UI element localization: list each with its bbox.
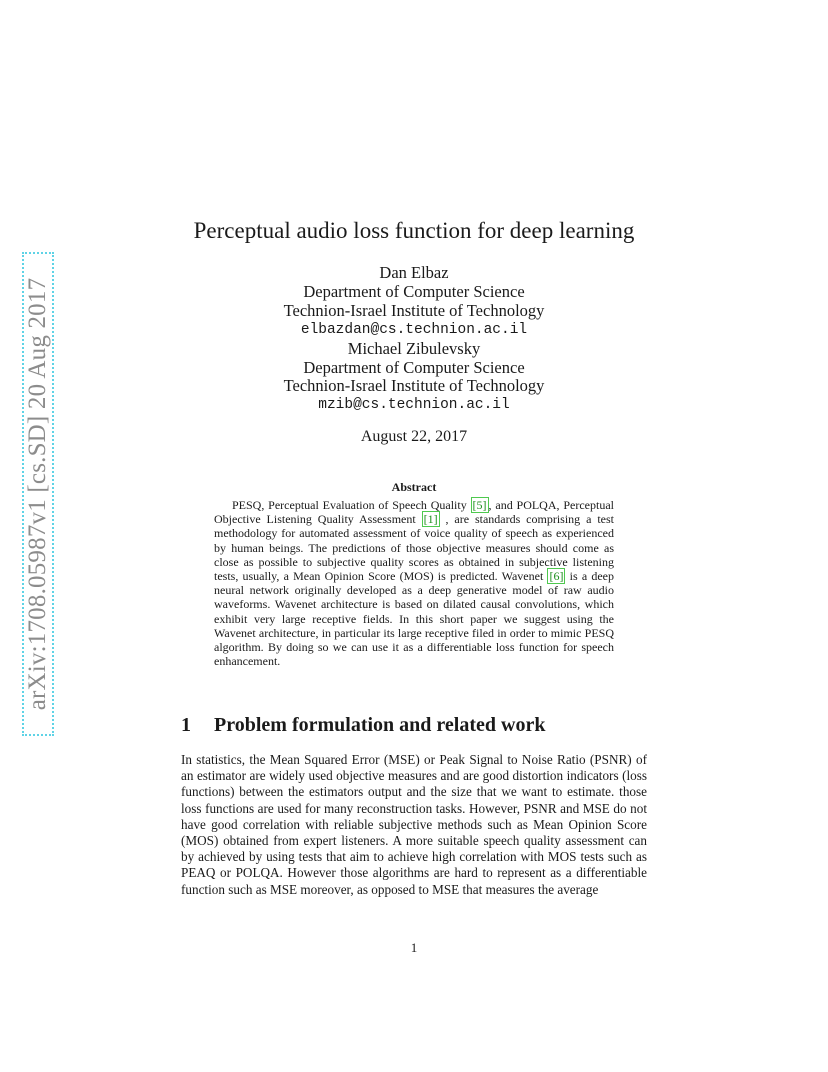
abstract-segment: , are standards comprising a test methodology for automated assessment of voice quality of speech as experienced by human beings. The predictions of those objective measures should come as close as possible to subjective quality scores as obtained in subjective listening tests, usually, a Mean Opinion Score (MOS) is predicted. Wavenet bbox=[214, 512, 614, 584]
author-institution: Technion-Israel Institute of Technology bbox=[283, 376, 545, 396]
section-body: In statistics, the Mean Squared Error (MSE) or Peak Signal to Noise Ratio (PSNR) of an estimator are widely used objective measures and are good distortion indicators (loss functions) between the estimators output and the size that we want to estimate. those loss functions are used for many reconstruction tasks. However, PSNR and MSE do not have good correlation with reliable subjective methods such as Mean Opinion Score (MOS) obtained from expert listeners. A more suitable speech quality assessment can by achieved by using tests that aim to achieve high correlation with MOS tests such as PEAQ or POLQA. However those algorithms are hard to represent as a differentiable function such as MSE moreover, as opposed to MSE that measures the average bbox=[181, 752, 647, 897]
author-institution: Technion-Israel Institute of Technology bbox=[283, 300, 545, 320]
author-department: Department of Computer Science bbox=[303, 281, 525, 301]
abstract-heading: Abstract bbox=[391, 480, 437, 494]
author-block bbox=[0, 264, 828, 415]
author-name: Dan Elbaz bbox=[379, 263, 449, 282]
author-department: Department of Computer Science bbox=[303, 357, 525, 377]
paper-date: August 22, 2017 bbox=[360, 428, 468, 445]
abstract-segment: , and POLQA, Perceptual Objective Listening Quality Assessment bbox=[214, 498, 614, 527]
section-heading bbox=[181, 714, 545, 737]
page-number: 1 bbox=[410, 940, 418, 955]
abstract-segment: is a deep neural network originally developed as a deep generative model of raw audio waveforms. Wavenet architecture is based on dilated causal convolutions, which exhibit very large receptive fields. In this short paper we suggest using the Wavenet architecture, in particular its large receptive filed in order to mimic PESQ algorithm. By doing so we can use it as a differentiable loss function for speech enhancement. bbox=[214, 569, 614, 669]
section-title: Problem formulation and related work bbox=[214, 714, 546, 736]
abstract-segment: PESQ, Perceptual Evaluation of Speech Quality bbox=[232, 498, 471, 512]
citation-link[interactable]: [6] bbox=[549, 569, 564, 584]
author-email: elbazdan@cs.technion.ac.il bbox=[300, 321, 528, 338]
author-name: Michael Zibulevsky bbox=[347, 338, 481, 358]
paper-title: Perceptual audio loss function for deep learning bbox=[193, 218, 635, 243]
abstract-text bbox=[214, 498, 614, 668]
arxiv-stamp-text: arXiv:1708.05987v1 [cs.SD] 20 Aug 2017 bbox=[24, 277, 51, 711]
section-number: 1 bbox=[181, 714, 191, 736]
citation-link[interactable]: [1] bbox=[423, 512, 438, 527]
citation-link[interactable]: [5] bbox=[472, 498, 487, 512]
author-email: mzib@cs.technion.ac.il bbox=[318, 397, 510, 414]
